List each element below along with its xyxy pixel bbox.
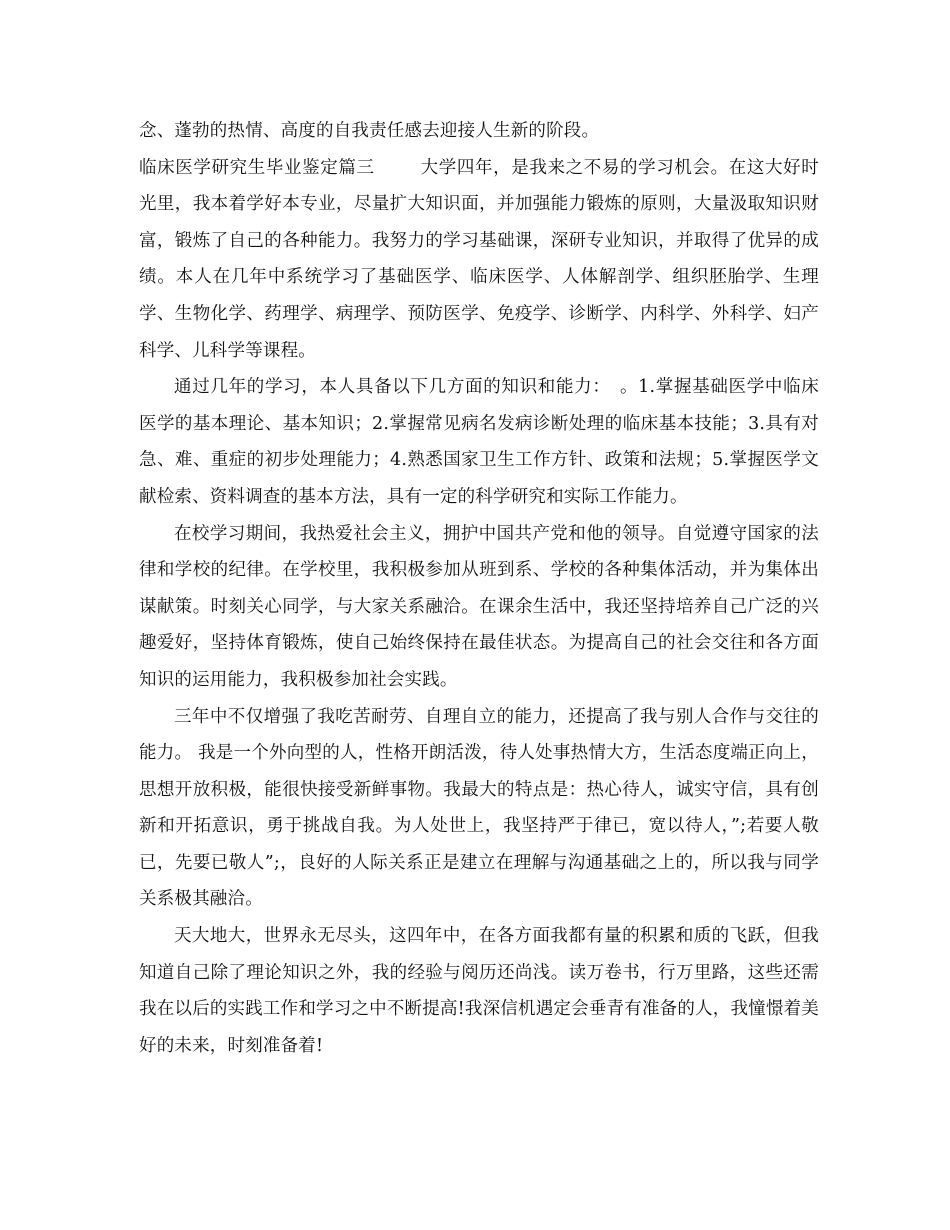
- section-paragraph: [139, 150, 819, 370]
- paragraph-4: 三年中不仅增强了我吃苦耐劳、自理自立的能力，还提高了我与别人合作与交往的能力。 我是一个外向型的人，性格开朗活泼，待人处事热情大方，生活态度端正向上，思想开放积极，能很快接受新鲜事物。我最大的特点是：热心待人，诚实守信，具有创新和开拓意识，勇于挑战自我。为人处世上，我坚持严于律已，宽以待人，”;若要人敬已，先要已敬人”;，良好的人际关系正是建立在理解与沟通基础之上的，所以我与同学关系极其融洽。: [139, 706, 819, 910]
- paragraph-1: 大学四年，是我来之不易的学习机会。在这大好时光里，我本着学好本专业，尽量扩大知识面，并加强能力锻炼的原则，大量汲取知识财富，锻炼了自己的各种能力。我努力的学习基础课，深研专业知识，并取得了优异的成绩。本人在几年中系统学习了基础医学、临床医学、人体解剖学、组织胚胎学、生理学、生物化学、药理学、病理学、预防医学、免疫学、诊断学、内科学、外科学、妇产科学、儿科学等课程。: [139, 157, 819, 361]
- paragraph-2: 通过几年的学习，本人具备以下几方面的知识和能力： 。1.掌握基础医学中临床医学的基本理论、基本知识；2.掌握常见病名发病诊断处理的临床基本技能；3.具有对急、难、重症的初步处理能力；4.熟悉国家卫生工作方针、政策和法规；5.掌握医学文献检索、资料调查的基本方法，具有一定的科学研究和实际工作能力。: [139, 377, 819, 507]
- continuation-line: 念、蓬勃的热情、高度的自我责任感去迎接人生新的阶段。: [139, 121, 600, 141]
- section-title: 临床医学研究生毕业鉴定篇三: [139, 157, 375, 178]
- paragraph-5: 天大地大，世界永无尽头，这四年中，在各方面我都有量的积累和质的飞跃，但我知道自己除了理论知识之外，我的经验与阅历还尚浅。读万卷书，行万里路，这些还需我在以后的实践工作和学习之中不断提高!我深信机遇定会垂青有准备的人，我憧憬着美好的未来，时刻准备着!: [139, 926, 819, 1056]
- document-body: [139, 113, 819, 1064]
- paragraph-3: 在校学习期间，我热爱社会主义，拥护中国共产党和他的领导。自觉遵守国家的法律和学校的纪律。在学校里，我积极参加从班到系、学校的各种集体活动，并为集体出谋献策。时刻关心同学，与大家关系融洽。在课余生活中，我还坚持培养自己广泛的兴趣爱好，坚持体育锻炼，使自己始终保持在最佳状态。为提高自己的社会交往和各方面知识的运用能力，我积极参加社会实践。: [139, 523, 819, 690]
